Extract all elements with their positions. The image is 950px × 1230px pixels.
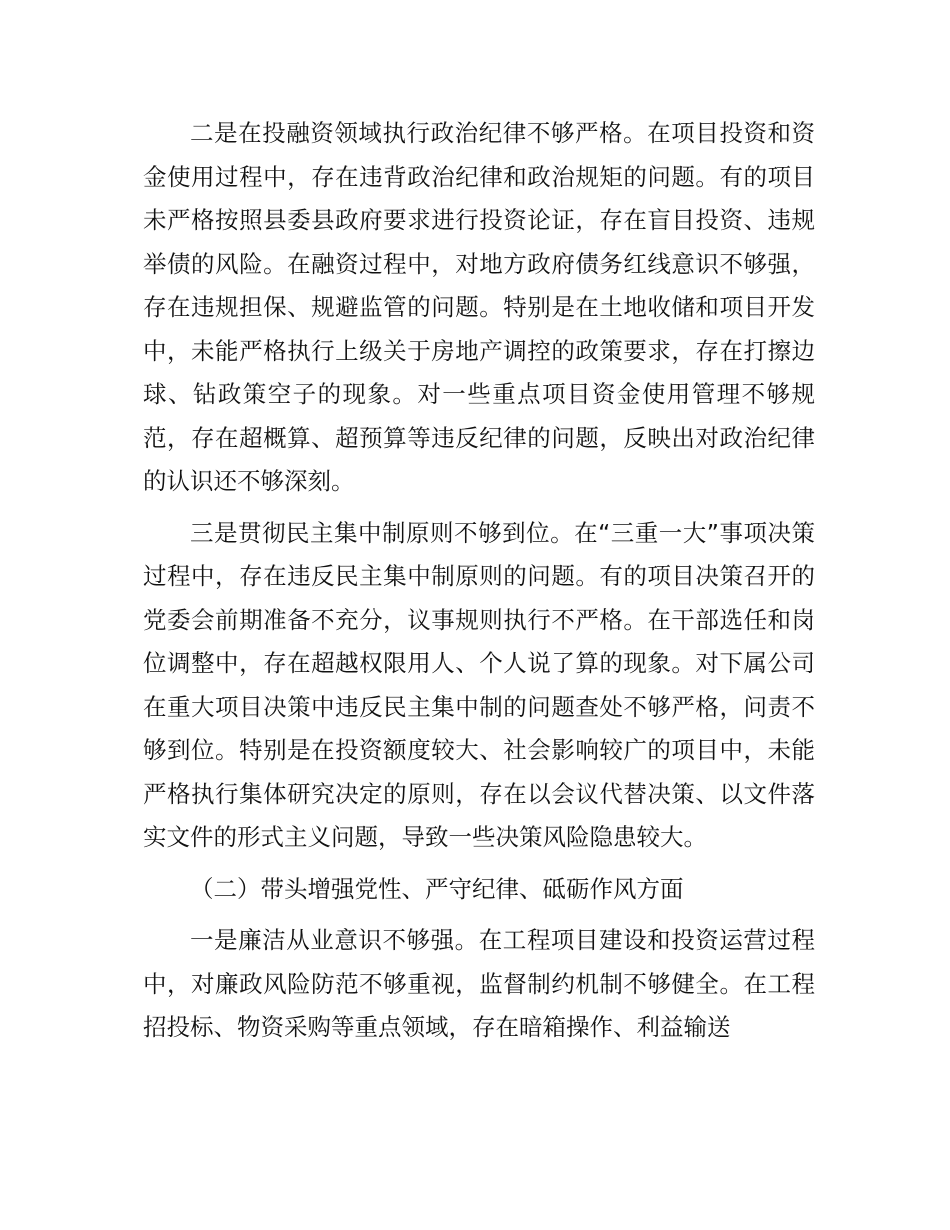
document-body [143, 112, 815, 1050]
paragraph-democratic-centralism: 三是贯彻民主集中制原则不够到位。在“三重一大”事项决策过程中，存在违反民主集中制原则的问题。有的项目决策召开的党委会前期准备不充分，议事规则执行不严格。在干部选任和岗位调整中，存在超越权限用人、个人说了算的现象。对下属公司在重大项目决策中违反民主集中制的问题查处不够严格，问责不够到位。特别是在投资额度较大、社会影响较广的项目中，未能严格执行集体研究决定的原则，存在以会议代替决策、以文件落实文件的形式主义问题，导致一些决策风险隐患较大。 [143, 518, 815, 851]
section-heading: （二）带头增强党性、严守纪律、砥砺作风方面 [190, 874, 684, 903]
paragraph-political-discipline: 二是在投融资领域执行政治纪律不够严格。在项目投资和资金使用过程中，存在违背政治纪律和政治规矩的问题。有的项目未严格按照县委县政府要求进行投资论证，存在盲目投资、违规举债的风险。在融资过程中，对地方政府债务红线意识不够强，存在违规担保、规避监管的问题。特别是在土地收储和项目开发中，未能严格执行上级关于房地产调控的政策要求，存在打擦边球、钻政策空子的现象。对一些重点项目资金使用管理不够规范，存在超概算、超预算等违反纪律的问题，反映出对政治纪律的认识还不够深刻。 [143, 119, 815, 495]
paragraph-integrity: 一是廉洁从业意识不够强。在工程项目建设和投资运营过程中，对廉政风险防范不够重视，监督制约机制不够健全。在工程招投标、物资采购等重点领域，存在暗箱操作、利益输送 [143, 926, 815, 1041]
